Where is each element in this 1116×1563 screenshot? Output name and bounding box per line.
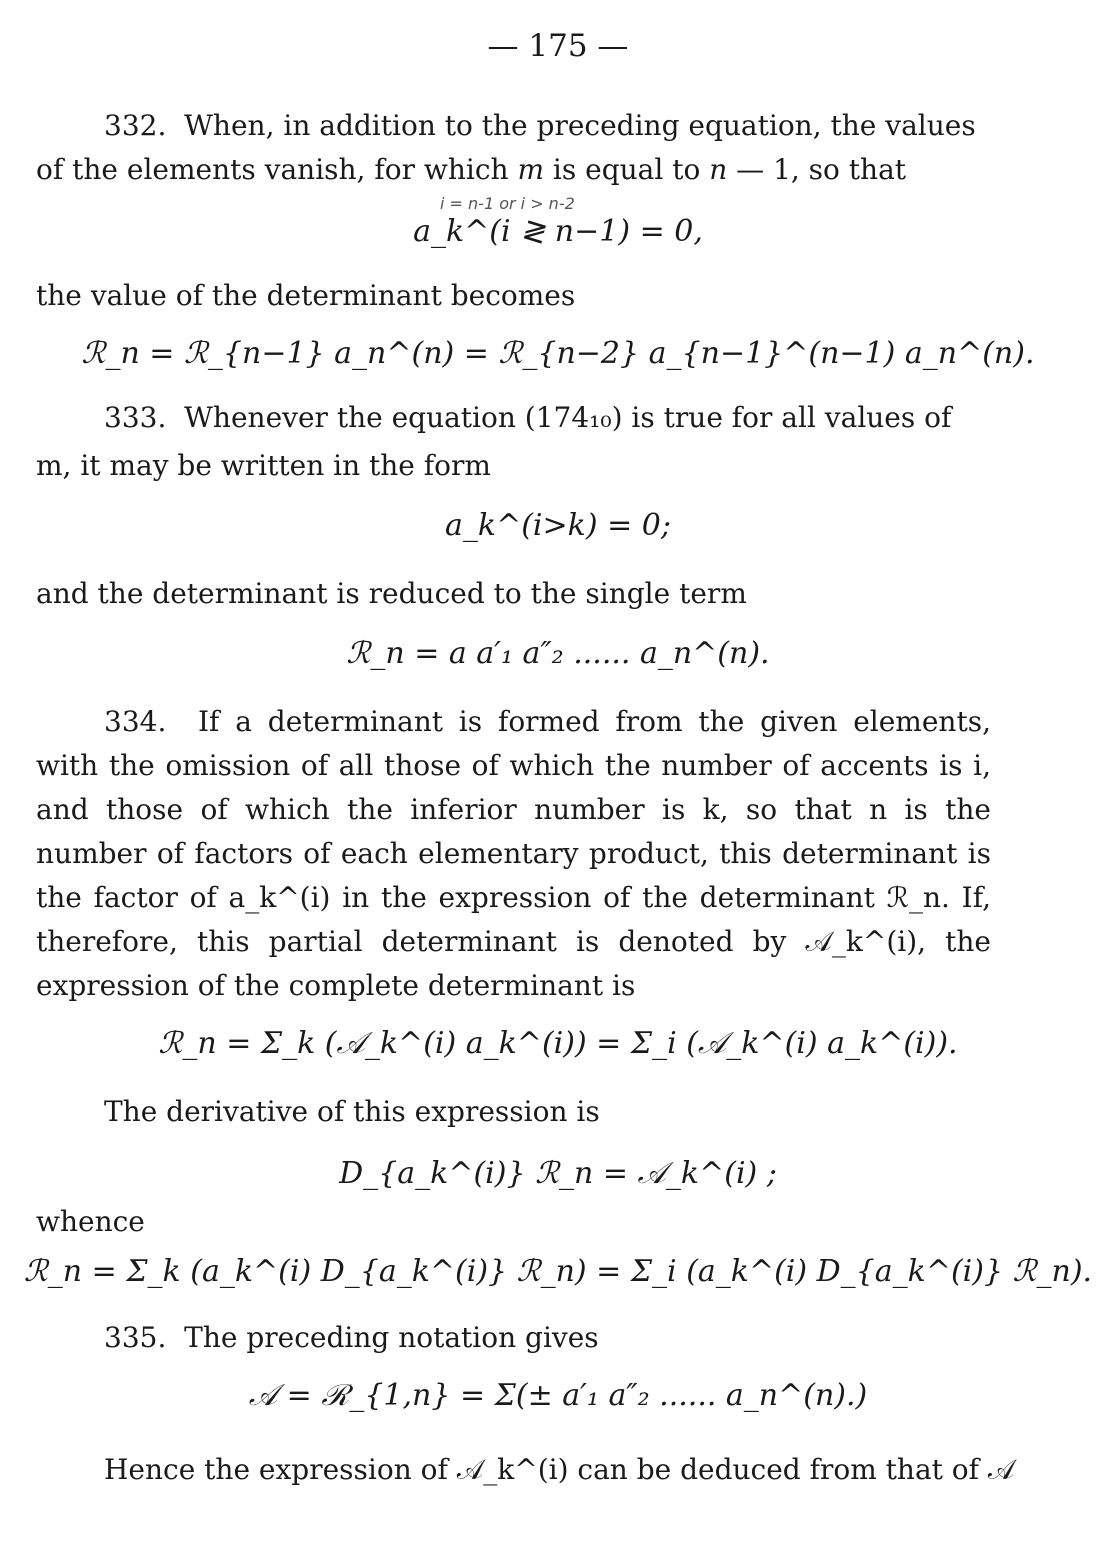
section-number-332: 332.: [104, 109, 167, 142]
section-number-333: 333.: [104, 401, 167, 434]
equation-334-derivative: D_{a_k^(i)} ℛ_n = 𝒜_k^(i) ;: [339, 1156, 777, 1191]
equation-333-zero: a_k^(i>k) = 0;: [445, 508, 671, 543]
section-334-whence: whence: [36, 1205, 145, 1238]
section-334-text: If a determinant is formed from the given elements, with the omission of all those of which the number of accents is i, and those of which the inferior number is k, so that n is the number of factors of each elementary product, this determinant is the factor of a_k^(i) in the expression of the determinant ℛ_n. If, therefore, this partial determinant is denoted by 𝒜_k^(i), the expression of the complete determinant is: [36, 705, 991, 1002]
section-335-last-line: Hence the expression of 𝒜_k^(i) can be deduced from that of 𝒜: [104, 1453, 1015, 1486]
section-332-line2: of the elements vanish, for which m is equal to n — 1, so that: [36, 153, 907, 186]
section-334-paragraph: [36, 700, 991, 1008]
section-334-derivative-line: The derivative of this expression is: [104, 1095, 600, 1128]
section-332-line1: [104, 106, 976, 146]
section-333-after: and the determinant is reduced to the single term: [36, 577, 747, 610]
section-332-text1: When, in addition to the preceding equation, the values: [184, 109, 976, 142]
handwritten-annotation: i = n-1 or i > n-2: [440, 194, 575, 213]
section-number-335: 335.: [104, 1321, 167, 1354]
equation-335-notation: 𝒜 = ℛ_{1,n} = Σ(± a′₁ a″₂ ...... a_n^(n).): [248, 1378, 868, 1413]
page-number: — 175 —: [487, 28, 629, 64]
equation-334-expansion: ℛ_n = Σ_k (𝒜_k^(i) a_k^(i)) = Σ_i (𝒜_k^(i) a_k^(i)).: [158, 1026, 958, 1061]
equation-332-determinant: ℛ_n = ℛ_{n−1} a_n^(n) = ℛ_{n−2} a_{n−1}^(n−1) a_n^(n).: [81, 336, 1035, 371]
section-333-line2: m, it may be written in the form: [36, 449, 491, 482]
equation-333-single-term: ℛ_n = a a′₁ a″₂ ...... a_n^(n).: [346, 636, 770, 671]
equation-334-whence: ℛ_n = Σ_k (a_k^(i) D_{a_k^(i)} ℛ_n) = Σ_i (a_k^(i) D_{a_k^(i)} ℛ_n).: [23, 1254, 1093, 1289]
section-335-line1: 335. The preceding notation gives: [104, 1321, 599, 1354]
equation-332-vanish: a_k^(i ≷ n−1) = 0,: [413, 214, 703, 249]
section-332-after: the value of the determinant becomes: [36, 279, 576, 312]
section-number-334: 334.: [104, 705, 167, 738]
section-333-line1: 333. Whenever the equation (174₁₀) is true for all values of: [104, 401, 952, 434]
